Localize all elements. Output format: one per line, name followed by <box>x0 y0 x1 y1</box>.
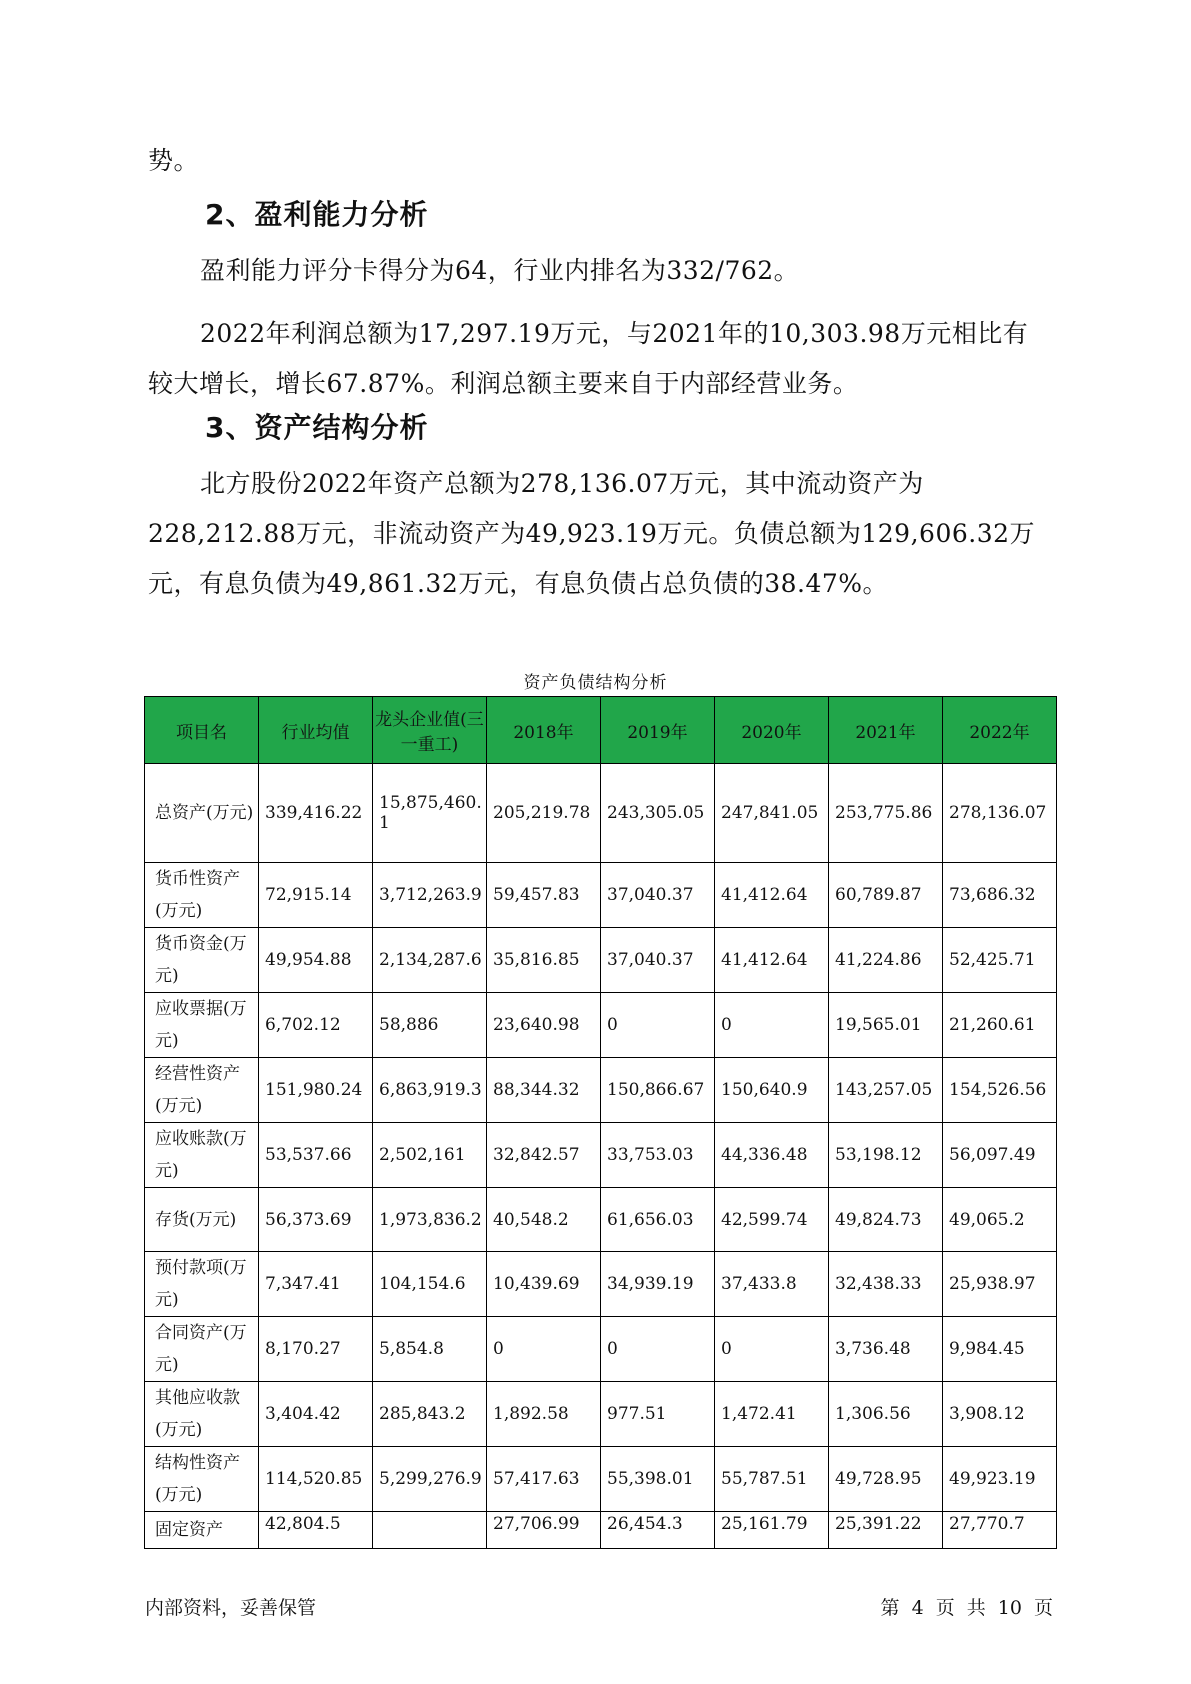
paragraph-profitability-score: 盈利能力评分卡得分为64，行业内排名为332/762。 <box>200 256 800 285</box>
table-row <box>145 764 1057 863</box>
value-cell: 3,908.12 <box>943 1382 1057 1447</box>
value-cell: 26,454.3 <box>601 1512 715 1549</box>
table-caption: 资产负债结构分析 <box>523 673 668 693</box>
column-header: 项目名 <box>145 697 259 764</box>
value-cell: 2,502,161 <box>373 1123 487 1188</box>
table-row <box>145 863 1057 928</box>
row-label-cell: 应收账款(万元) <box>145 1123 259 1188</box>
value-cell: 88,344.32 <box>487 1058 601 1123</box>
table-row <box>145 1317 1057 1382</box>
row-label-cell: 固定资产 <box>145 1512 259 1549</box>
table-row <box>145 1512 1057 1549</box>
row-label-cell: 预付款项(万元) <box>145 1252 259 1317</box>
value-cell: 72,915.14 <box>259 863 373 928</box>
value-cell: 25,938.97 <box>943 1252 1057 1317</box>
value-cell: 1,973,836.2 <box>373 1188 487 1252</box>
balance-sheet-structure-table <box>144 696 1057 1549</box>
paragraph-continuation: 势。 <box>148 146 200 175</box>
value-cell: 33,753.03 <box>601 1123 715 1188</box>
value-cell: 285,843.2 <box>373 1382 487 1447</box>
value-cell: 32,438.33 <box>829 1252 943 1317</box>
value-cell: 3,712,263.9 <box>373 863 487 928</box>
value-cell: 10,439.69 <box>487 1252 601 1317</box>
table-row <box>145 928 1057 993</box>
value-cell: 27,770.7 <box>943 1512 1057 1549</box>
section-heading-profitability: 2、盈利能力分析 <box>205 198 429 231</box>
value-cell: 58,886 <box>373 993 487 1058</box>
value-cell: 56,097.49 <box>943 1123 1057 1188</box>
value-cell: 49,824.73 <box>829 1188 943 1252</box>
value-cell <box>373 1512 487 1549</box>
table-row <box>145 1123 1057 1188</box>
value-cell: 37,040.37 <box>601 928 715 993</box>
value-cell: 53,537.66 <box>259 1123 373 1188</box>
row-label-cell: 经营性资产(万元) <box>145 1058 259 1123</box>
value-cell: 6,702.12 <box>259 993 373 1058</box>
table-row <box>145 1188 1057 1252</box>
table-row <box>145 1447 1057 1512</box>
value-cell: 55,787.51 <box>715 1447 829 1512</box>
value-cell: 243,305.05 <box>601 764 715 863</box>
section-heading-asset-structure: 3、资产结构分析 <box>205 411 429 444</box>
row-label-cell: 其他应收款(万元) <box>145 1382 259 1447</box>
value-cell: 49,728.95 <box>829 1447 943 1512</box>
value-cell: 73,686.32 <box>943 863 1057 928</box>
value-cell: 60,789.87 <box>829 863 943 928</box>
value-cell: 41,412.64 <box>715 928 829 993</box>
column-header: 2021年 <box>829 697 943 764</box>
table-row <box>145 1382 1057 1447</box>
value-cell: 61,656.03 <box>601 1188 715 1252</box>
value-cell: 25,161.79 <box>715 1512 829 1549</box>
value-cell: 247,841.05 <box>715 764 829 863</box>
value-cell: 34,939.19 <box>601 1252 715 1317</box>
value-cell: 151,980.24 <box>259 1058 373 1123</box>
value-cell: 0 <box>715 993 829 1058</box>
value-cell: 49,923.19 <box>943 1447 1057 1512</box>
row-label-cell: 合同资产(万元) <box>145 1317 259 1382</box>
value-cell: 27,706.99 <box>487 1512 601 1549</box>
value-cell: 339,416.22 <box>259 764 373 863</box>
value-cell: 6,863,919.3 <box>373 1058 487 1123</box>
row-label-cell: 货币资金(万元) <box>145 928 259 993</box>
value-cell: 37,040.37 <box>601 863 715 928</box>
value-cell: 41,412.64 <box>715 863 829 928</box>
value-cell: 53,198.12 <box>829 1123 943 1188</box>
value-cell: 40,548.2 <box>487 1188 601 1252</box>
value-cell: 0 <box>601 993 715 1058</box>
value-cell: 8,170.27 <box>259 1317 373 1382</box>
value-cell: 154,526.56 <box>943 1058 1057 1123</box>
value-cell: 23,640.98 <box>487 993 601 1058</box>
table-header-row <box>145 697 1057 764</box>
value-cell: 1,472.41 <box>715 1382 829 1447</box>
value-cell: 0 <box>601 1317 715 1382</box>
value-cell: 35,816.85 <box>487 928 601 993</box>
value-cell: 5,854.8 <box>373 1317 487 1382</box>
value-cell: 104,154.6 <box>373 1252 487 1317</box>
value-cell: 41,224.86 <box>829 928 943 993</box>
row-label-cell: 应收票据(万元) <box>145 993 259 1058</box>
value-cell: 42,804.5 <box>259 1512 373 1549</box>
value-cell: 253,775.86 <box>829 764 943 863</box>
row-label-cell: 结构性资产(万元) <box>145 1447 259 1512</box>
column-header: 2022年 <box>943 697 1057 764</box>
value-cell: 19,565.01 <box>829 993 943 1058</box>
value-cell: 7,347.41 <box>259 1252 373 1317</box>
value-cell: 3,404.42 <box>259 1382 373 1447</box>
footer-page-number: 第 4 页 共 10 页 <box>880 1597 1053 1619</box>
value-cell: 44,336.48 <box>715 1123 829 1188</box>
table-row <box>145 1252 1057 1317</box>
value-cell: 3,736.48 <box>829 1317 943 1382</box>
value-cell: 49,065.2 <box>943 1188 1057 1252</box>
value-cell: 59,457.83 <box>487 863 601 928</box>
footer-confidential-note: 内部资料，妥善保管 <box>145 1597 317 1619</box>
value-cell: 42,599.74 <box>715 1188 829 1252</box>
value-cell: 57,417.63 <box>487 1447 601 1512</box>
value-cell: 2,134,287.6 <box>373 928 487 993</box>
value-cell: 52,425.71 <box>943 928 1057 993</box>
value-cell: 1,306.56 <box>829 1382 943 1447</box>
value-cell: 0 <box>487 1317 601 1382</box>
value-cell: 5,299,276.9 <box>373 1447 487 1512</box>
value-cell: 49,954.88 <box>259 928 373 993</box>
value-cell: 9,984.45 <box>943 1317 1057 1382</box>
value-cell: 0 <box>715 1317 829 1382</box>
value-cell: 1,892.58 <box>487 1382 601 1447</box>
value-cell: 25,391.22 <box>829 1512 943 1549</box>
paragraph-asset-structure: 北方股份2022年资产总额为278,136.07万元，其中流动资产为228,212.88万元，非流动资产为49,923.19万元。负债总额为129,606.32万元，有息负债为49,861.32万元，有息负债占总负债的38.47%。 <box>148 469 1036 598</box>
row-label-cell: 存货(万元) <box>145 1188 259 1252</box>
value-cell: 977.51 <box>601 1382 715 1447</box>
column-header: 2020年 <box>715 697 829 764</box>
value-cell: 150,640.9 <box>715 1058 829 1123</box>
value-cell: 32,842.57 <box>487 1123 601 1188</box>
value-cell: 15,875,460.1 <box>373 764 487 863</box>
value-cell: 37,433.8 <box>715 1252 829 1317</box>
table-row <box>145 1058 1057 1123</box>
column-header: 龙头企业值(三一重工) <box>373 697 487 764</box>
value-cell: 114,520.85 <box>259 1447 373 1512</box>
value-cell: 143,257.05 <box>829 1058 943 1123</box>
column-header: 2019年 <box>601 697 715 764</box>
value-cell: 56,373.69 <box>259 1188 373 1252</box>
column-header: 行业均值 <box>259 697 373 764</box>
value-cell: 205,219.78 <box>487 764 601 863</box>
value-cell: 150,866.67 <box>601 1058 715 1123</box>
value-cell: 278,136.07 <box>943 764 1057 863</box>
row-label-cell: 货币性资产(万元) <box>145 863 259 928</box>
row-label-cell: 总资产(万元) <box>145 764 259 863</box>
value-cell: 21,260.61 <box>943 993 1057 1058</box>
paragraph-profit-total: 2022年利润总额为17,297.19万元，与2021年的10,303.98万元相比有较大增长，增长67.87%。利润总额主要来自于内部经营业务。 <box>148 319 1029 398</box>
value-cell: 55,398.01 <box>601 1447 715 1512</box>
table-row <box>145 993 1057 1058</box>
column-header: 2018年 <box>487 697 601 764</box>
